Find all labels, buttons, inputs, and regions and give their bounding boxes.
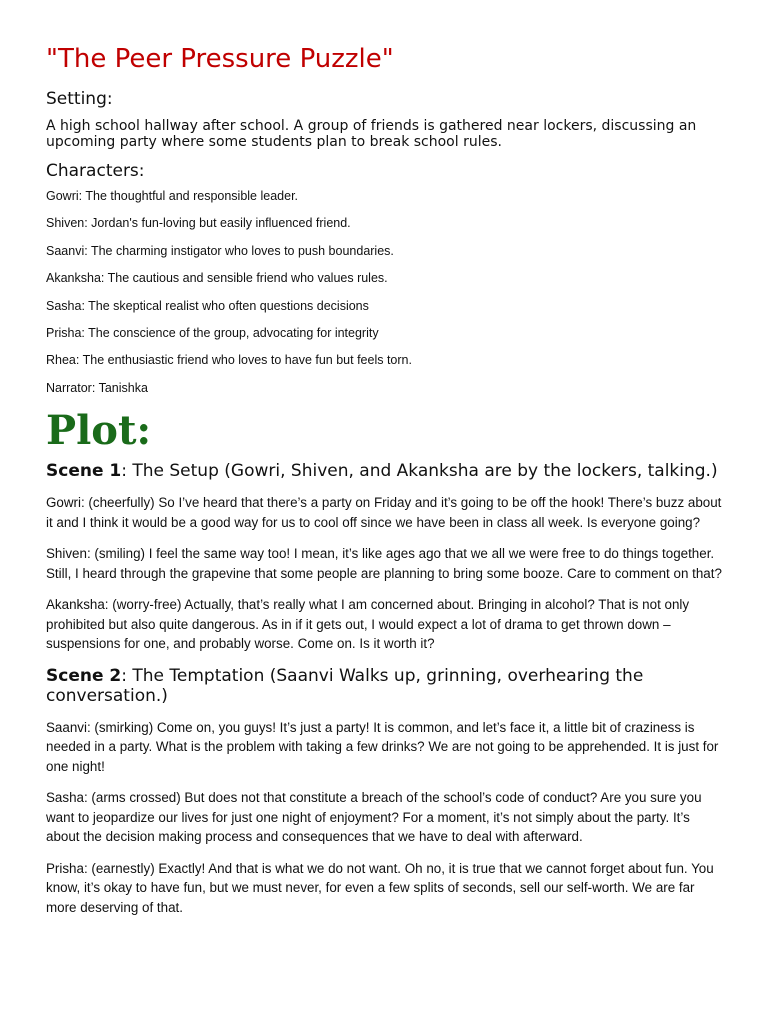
dialogue-paragraph: Shiven: (smiling) I feel the same way too! I mean, it’s like ages ago that we all we were free to do things together. Still, I heard through the grapevine that some people are planning to bring some booze. Care to comment on that?: [46, 546, 722, 581]
plot-heading: Plot:: [46, 407, 152, 455]
setting-heading: Setting:: [46, 89, 113, 109]
character-item: Shiven: Jordan's fun-loving but easily influenced friend.: [46, 216, 351, 231]
character-item: Sasha: The skeptical realist who often questions decisions: [46, 298, 369, 313]
dialogue-paragraph: Gowri: (cheerfully) So I’ve heard that there’s a party on Friday and it’s going to be off the hook! There’s buzz about it and I think it would be a good way for us to cool off since we have been in class all week. Is everyone going?: [46, 495, 722, 530]
character-item: Prisha: The conscience of the group, advocating for integrity: [46, 325, 379, 340]
character-item: Narrator: Tanishka: [46, 380, 148, 395]
scene-label: Scene 2: [46, 665, 122, 686]
character-item: Gowri: The thoughtful and responsible leader.: [46, 189, 299, 203]
dialogue-paragraph: Saanvi: (smirking) Come on, you guys! It’s just a party! It is common, and let’s face it, a little bit of craziness is needed in a party. What is the problem with taking a few drinks? We are not going to be apprehended. It is just for one night!: [46, 719, 719, 774]
character-item: Akanksha: The cautious and sensible friend who values rules.: [46, 271, 388, 286]
dialogue-paragraph: Prisha: (earnestly) Exactly! And that is what we do not want. Oh no, it is true that we cannot forget about fun. You know, it’s okay to have fun, but we must never, for even a few splits of seconds, sell our self-worth. We are far more deserving of that.: [46, 860, 714, 915]
scene-heading: [46, 666, 722, 706]
character-item: Rhea: The enthusiastic friend who loves to have fun but feels torn.: [46, 353, 412, 368]
characters-heading: Characters:: [46, 161, 145, 181]
setting-text: A high school hallway after school. A group of friends is gathered near lockers, discussing an upcoming party where some students plan to break school rules.: [46, 118, 697, 150]
document-title: "The Peer Pressure Puzzle": [46, 44, 394, 74]
dialogue-paragraph: Sasha: (arms crossed) But does not that constitute a breach of the school’s code of conduct? Are you sure you want to jeopardize our lives for just one night of enjoyment? For a moment, it’s not simply about the party. It’s about the decision making process and consequences that we have to deal with afterward.: [46, 790, 702, 845]
character-item: Saanvi: The charming instigator who loves to push boundaries.: [46, 243, 394, 258]
scene-title: : The Temptation (Saanvi Walks up, grinning, overhearing the conversation.): [46, 665, 644, 706]
scene-title: : The Setup (Gowri, Shiven, and Akanksha are by the lockers, talking.): [121, 461, 718, 482]
scene-heading: [46, 461, 722, 481]
scene-label: Scene 1: [46, 461, 122, 482]
dialogue-paragraph: Akanksha: (worry-free) Actually, that’s really what I am concerned about. Bringing in alcohol? That is not only prohibited but also quite dangerous. As in if it gets out, I would expect a lot of drama to get thrown down – suspensions for one, and probably worse. Come on. Is it worth it?: [46, 597, 690, 652]
characters-list: [46, 188, 722, 396]
